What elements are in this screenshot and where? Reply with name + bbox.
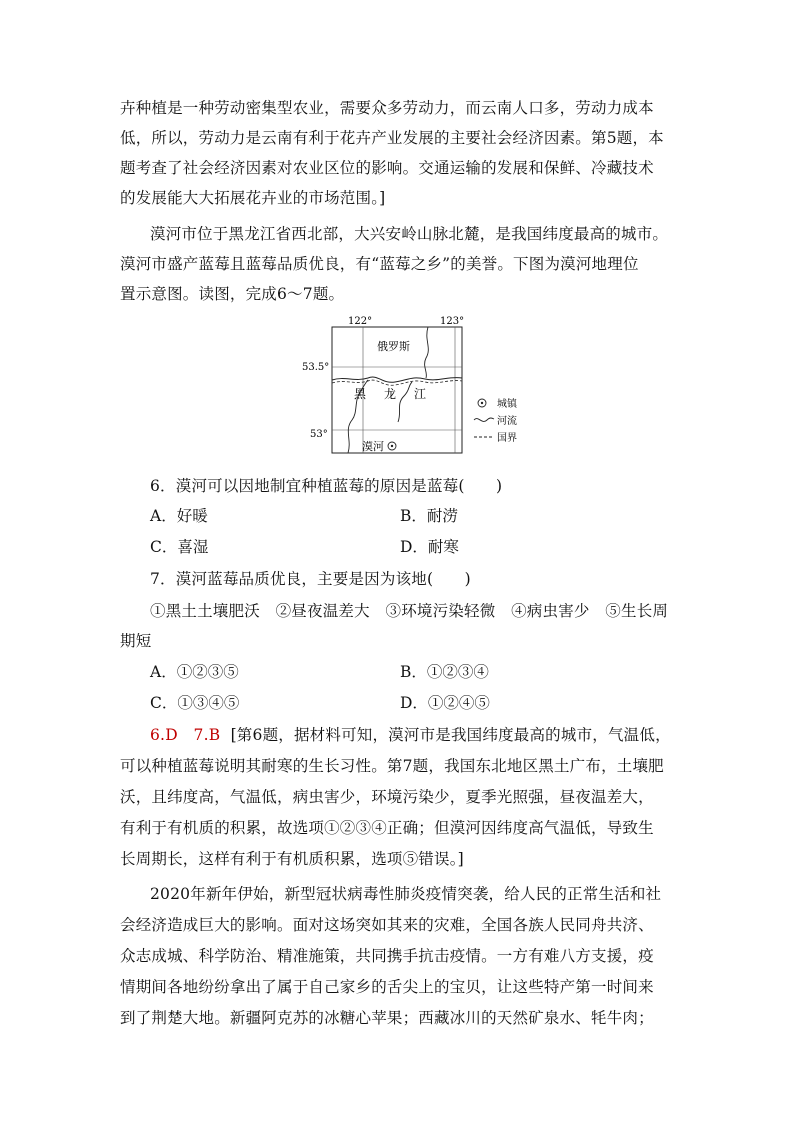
label-russia: 俄罗斯 (377, 340, 410, 353)
label-jiang: 江 (414, 387, 427, 401)
answer-line-3: 沃，且纬度高，气温低，病虫害少，环境污染少，夏季光照强，昼夜温差大， (120, 788, 654, 806)
q6-stem: 6．漠河可以因地制宜种植蓝莓的原因是蓝莓( ) (150, 477, 503, 495)
river-north (425, 327, 429, 378)
para3-line-2: 会经济造成巨大的影响。面对这场突如其来的灾难，全国各族人民同舟共济、 (120, 916, 654, 934)
q7-stem: 7．漠河蓝莓品质优良，主要是因为该地( ) (150, 570, 471, 588)
label-mohe: 漠河 (362, 440, 384, 453)
legend-town-label: 城镇 (497, 399, 517, 410)
q7-option-b: B．①②③④ (400, 663, 489, 681)
q7-items-line-2: 期短 (120, 632, 152, 650)
answer-line-5: 长周期长，这样有利于有机质积累，选项⑤错误。] (120, 850, 464, 868)
q7-option-a: A．①②③⑤ (150, 663, 239, 681)
para3-line-3: 众志成城、科学防治、精准施策，共同携手抗击疫情。一方有难八方支援，疫 (120, 947, 654, 965)
label-long: 龙 (384, 387, 397, 401)
q6-option-c: C．喜湿 (150, 538, 209, 556)
para3-line-4: 情期间各地纷纷拿出了属于自己家乡的舌尖上的宝贝，让这些特产第一时间来 (120, 978, 654, 996)
para2-line-2: 漠河市盛产蓝莓且蓝莓品质优良，有“蓝莓之乡”的美誉。下图为漠河地理位 (120, 255, 639, 273)
answer-explanation-start: [第6题，据材料可知，漠河市是我国纬度最高的城市，气温低， (230, 726, 671, 744)
para1-line-1: 卉种植是一种劳动密集型农业，需要众多劳动力，而云南人口多，劳动力成本 (120, 99, 654, 117)
q6-option-d: D．耐寒 (400, 538, 459, 556)
legend-river-icon (474, 418, 494, 421)
national-border (332, 380, 462, 385)
lon-label-123: 123° (440, 316, 465, 327)
para1-line-2: 低，所以，劳动力是云南有利于花卉产业发展的主要社会经济因素。第5题，本 (120, 129, 664, 147)
para2-line-1: 漠河市位于黑龙江省西北部，大兴安岭山脉北麓，是我国纬度最高的城市。 (150, 225, 669, 243)
legend-border-label: 国界 (497, 433, 517, 444)
q7-items-line-1: ①黑土土壤肥沃 ②昼夜温差大 ③环境污染轻微 ④病虫害少 ⑤生长周 (150, 602, 669, 620)
mohe-location-map (300, 312, 540, 462)
lat-label-53-5: 53.5° (302, 362, 330, 373)
q7-option-d: D．①②④⑤ (400, 694, 490, 712)
para1-line-3: 题考查了社会经济因素对农业区位的影响。交通运输的发展和保鲜、冷藏技术 (120, 159, 654, 177)
para2-line-3: 置示意图。读图，完成6～7题。 (120, 285, 345, 303)
para1-line-4: 的发展能大大拓展花卉业的市场范围。] (120, 189, 386, 207)
border-river (332, 377, 462, 382)
river-south-east (398, 382, 412, 422)
q6-option-b: B．耐涝 (400, 507, 458, 525)
para3-line-5: 到了荆楚大地。新疆阿克苏的冰糖心苹果；西藏冰川的天然矿泉水、牦牛肉； (120, 1009, 654, 1027)
q6-option-a: A．好暖 (150, 507, 208, 525)
para3-line-1: 2020年新年伊始，新型冠状病毒性肺炎疫情突袭，给人民的正常生活和社 (150, 885, 662, 903)
lat-label-53: 53° (310, 429, 328, 440)
lon-label-122: 122° (348, 316, 373, 327)
q7-option-c: C．①③④⑤ (150, 694, 240, 712)
answer-key: 6.D 7.B (150, 726, 221, 744)
legend-river-label: 河流 (497, 416, 517, 427)
answer-line-2: 可以种植蓝莓说明其耐寒的生长习性。第7题，我国东北地区黑土广布，土壤肥 (120, 757, 664, 775)
label-hei: 黑 (354, 387, 367, 401)
answer-line-1 (150, 725, 710, 745)
answer-line-4: 有利于有机质的积累，故选项①②③④正确；但漠河因纬度高气温低，导致生 (120, 819, 654, 837)
